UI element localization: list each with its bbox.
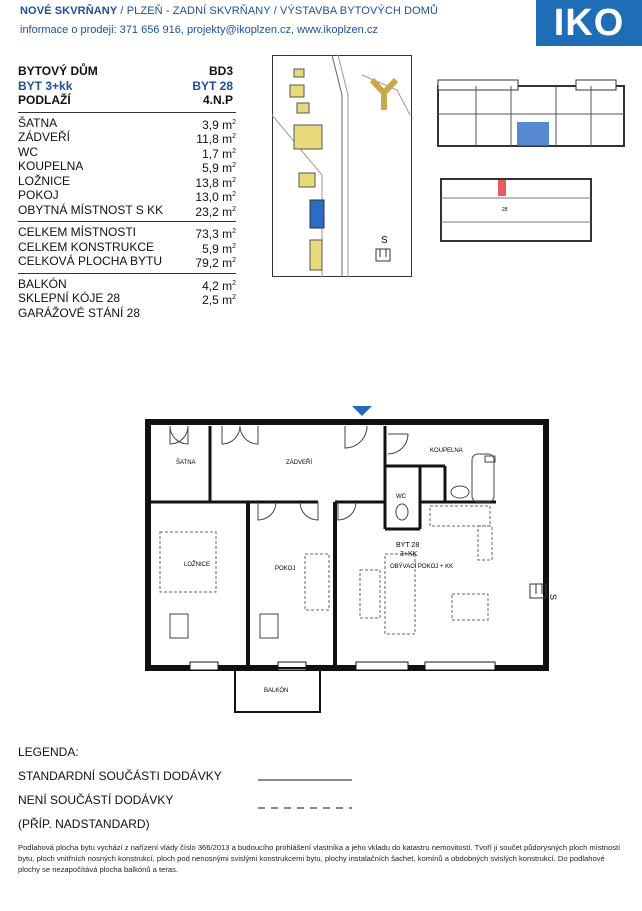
room-area: 5,9 $m^2$ — [202, 161, 236, 175]
room-name: ŠATNA — [18, 115, 58, 130]
room-row — [18, 203, 236, 218]
legend-nadstandard: (PŘÍP. NADSTANDARD) — [18, 817, 150, 831]
room-row — [18, 174, 236, 189]
floor-keyplan — [436, 78, 628, 156]
contact-line[interactable]: informace o prodeji: 371 656 916, projekty@ikoplzen.cz, www.ikoplzen.cz — [20, 24, 378, 36]
site-building — [290, 85, 304, 97]
room-row — [18, 130, 236, 145]
keyplan-part — [576, 80, 616, 90]
extra-area: 4,2 $m^2$ — [202, 278, 236, 293]
footnote: Podlahová plocha bytu vychází z nařízení vlády číslo 366/2013 a budoucího prohlášení vlastníka a jeho vkladu do katastru nemovitostí. Tvoří ji součet půdorysných ploch místností bytu, ploch vnitřních nosných konstrukcí, ploch pod nenosnými svislými konstrukcemi bytu, plochy instalačních šachet, komínů a obdobných svislých konstrukcí. Do podlahové plochy se nezapočítává plocha balkónů a teras. — [18, 843, 621, 874]
total-row — [18, 240, 236, 255]
total-area: 73,3 $m^2$ — [195, 227, 236, 241]
bathtub — [472, 454, 494, 502]
spec-table — [18, 64, 236, 320]
legend-not-included: NENÍ SOUČÁSTÍ DODÁVKY — [18, 793, 174, 807]
label-byt: BYT 28 — [396, 542, 420, 549]
kitchen-unit — [478, 526, 492, 560]
room-area: 23,2 $m^2$ — [195, 204, 236, 219]
floor-plan — [140, 404, 580, 716]
project-subtitle: / PLZEŇ - ZADNÍ SKVRŇANY / VÝSTAVBA BYTOVÝCH DOMŮ — [117, 5, 439, 17]
label-obyvaci: OBÝVACÍ POKOJ + KK — [390, 564, 454, 570]
room-name: LOŽNICE — [18, 173, 71, 188]
extra-area: 2,5 $m^2$ — [202, 293, 236, 307]
site-building — [299, 173, 315, 187]
entrance-arrow — [352, 406, 372, 416]
dining-table — [452, 594, 488, 620]
divider — [18, 112, 236, 113]
room-name: POKOJ — [18, 188, 59, 202]
garage-highlight — [498, 180, 506, 196]
floor-row — [18, 93, 236, 108]
label-koupelna: KOUPELNA — [430, 448, 463, 454]
site-plan — [272, 55, 412, 277]
building-label: BYTOVÝ DŮM — [18, 64, 98, 78]
total-area: 79,2 $m^2$ — [195, 256, 236, 270]
legend — [18, 740, 222, 836]
extra-name: GARÁŽOVÉ STÁNÍ 28 — [18, 305, 141, 320]
room-area: 13,0 $m^2$ — [195, 190, 236, 204]
flat-number: BYT 28 — [192, 78, 233, 93]
label-zadveri: ZÁDVEŘÍ — [286, 460, 313, 466]
divider — [18, 221, 236, 222]
entrance-door — [345, 426, 367, 448]
window — [190, 662, 218, 670]
extra-row — [18, 291, 236, 306]
window — [425, 662, 495, 670]
washbasin — [451, 486, 469, 498]
label-satna: ŠATNA — [176, 460, 196, 466]
keyplan-label: 28 — [502, 207, 508, 213]
door — [338, 502, 356, 520]
garage-keyplan — [440, 178, 592, 244]
total-name: CELKEM MÍSTNOSTI — [18, 225, 137, 239]
total-name: CELKEM KONSTRUKCE — [18, 239, 155, 254]
door — [258, 502, 276, 520]
site-building — [294, 69, 304, 77]
keyplan-part — [438, 80, 518, 90]
door — [300, 502, 318, 520]
wardrobe-door — [170, 426, 188, 444]
total-row — [18, 254, 236, 269]
divider — [18, 273, 236, 274]
room-row — [18, 145, 236, 160]
garage-outline — [441, 179, 591, 241]
flat-type: BYT 3+kk — [18, 78, 73, 93]
label-balkon: BALKÓN — [264, 688, 289, 694]
keyplan-highlight — [517, 122, 549, 146]
header-title — [20, 5, 438, 17]
wardrobe-door — [222, 426, 258, 444]
desk-chair — [170, 614, 188, 638]
room-name: WC — [18, 144, 38, 159]
site-building — [294, 125, 322, 149]
label-loznice: LOŽNICE — [184, 562, 211, 568]
iko-logo: IKO — [536, 0, 642, 46]
room-name: ZÁDVEŘÍ — [18, 130, 71, 144]
total-name: CELKOVÁ PLOCHA BYTU — [18, 254, 163, 268]
window — [356, 662, 408, 670]
legend-lines — [258, 770, 358, 814]
room-area: 11,8 $m^2$ — [196, 132, 236, 146]
bed — [305, 554, 329, 610]
flat-row — [18, 79, 236, 94]
extra-row — [18, 277, 236, 292]
extra-name: BALKÓN — [18, 276, 67, 291]
room-list — [18, 116, 236, 218]
room-row — [18, 188, 236, 203]
building-value: BD3 — [208, 64, 233, 78]
project-name: NOVÉ SKVRŇANY — [20, 5, 118, 17]
room-area: 3,9 $m^2$ — [202, 117, 236, 132]
floor-value: 4.N.P — [202, 93, 233, 107]
north-label: S — [548, 594, 558, 601]
room-area: 1,7 $m^2$ — [202, 146, 236, 161]
extra-name: SKLEPNÍ KÓJE 28 — [18, 291, 121, 305]
label-byt-type: 3+KK — [400, 551, 418, 558]
coffee-table — [360, 570, 380, 618]
toilet — [396, 504, 408, 520]
total-area: 5,9 $m^2$ — [202, 241, 236, 256]
site-building — [297, 103, 309, 113]
outer-walls — [148, 422, 546, 668]
site-building-highlight — [310, 200, 324, 228]
total-row — [18, 225, 236, 240]
door — [388, 434, 408, 454]
label-wc: WC — [396, 494, 406, 500]
site-north-label: S — [381, 235, 388, 246]
legend-title: LEGENDA: — [18, 745, 79, 759]
kitchen-unit — [430, 506, 490, 526]
room-row — [18, 159, 236, 174]
room-name: KOUPELNA — [18, 159, 84, 173]
floor-label: PODLAŽÍ — [18, 93, 71, 107]
desk-chair — [260, 614, 278, 638]
extra-row — [18, 306, 236, 321]
room-row — [18, 116, 236, 131]
room-name: OBYTNÁ MÍSTNOST S KK — [18, 202, 164, 217]
building-row — [18, 64, 236, 79]
label-pokoj: POKOJ — [275, 566, 296, 572]
site-building — [310, 240, 322, 270]
room-area: 13,8 $m^2$ — [195, 175, 236, 190]
legend-standard: STANDARDNÍ SOUČÁSTI DODÁVKY — [18, 769, 222, 783]
